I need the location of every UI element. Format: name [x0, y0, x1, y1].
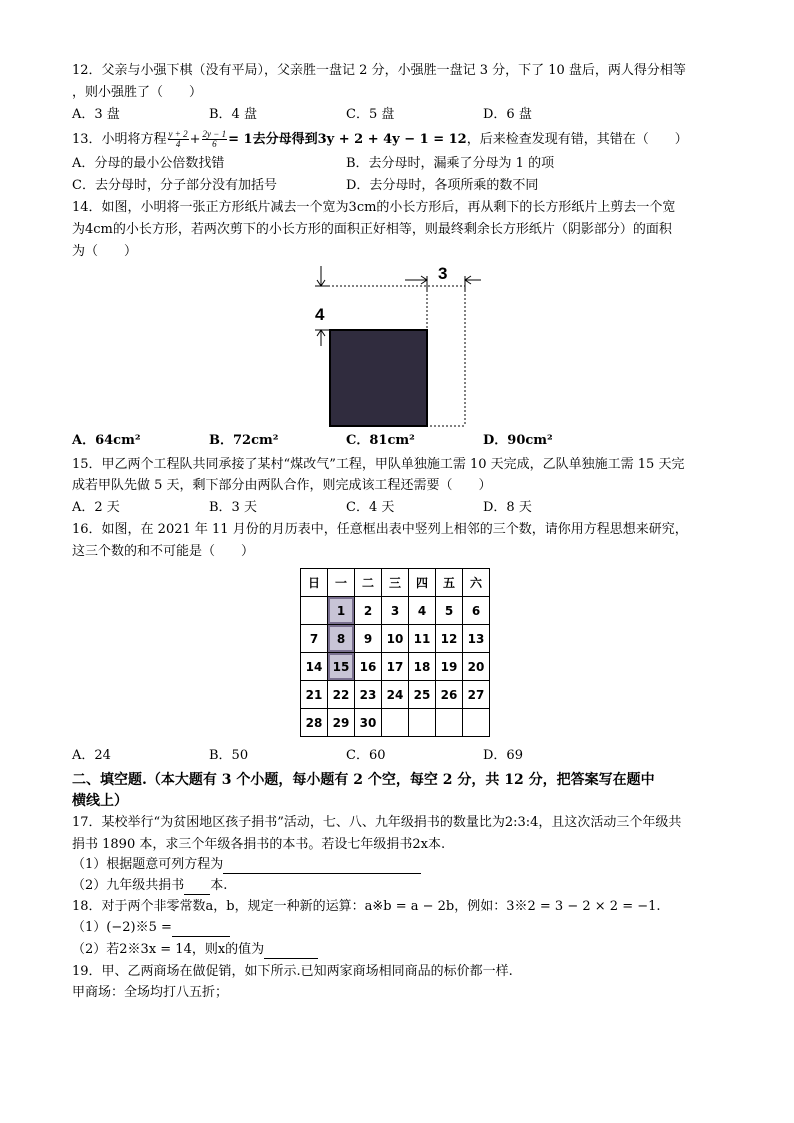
q17-sub2 [72, 877, 227, 895]
q17-answer-blank-2[interactable] [184, 881, 210, 895]
q15-text-line1: 15．甲乙两个工程队共同承接了某村“煤改气”工程，甲队单独施工需 10 天完成，乙队单独施工需 15 天完 [72, 457, 685, 472]
calendar-header-cell: 日 [301, 569, 328, 597]
q12-text-line2: ，则小强胜了（ ） [72, 85, 203, 100]
q13-frac2-denominator: 6 [212, 139, 217, 149]
q16-option-a: A．24 [72, 748, 111, 763]
calendar-cell [382, 709, 409, 737]
calendar-cell: 10 [382, 625, 409, 653]
calendar-cell: 25 [409, 681, 436, 709]
q13-frac2-numerator: 2y − 1 [202, 129, 227, 139]
q14-text-line1: 14．如图，小明将一张正方形纸片减去一个宽为3cm的小长方形后，再从剩下的长方形纸片上剪去一个宽 [72, 200, 676, 215]
q12-option-d: D．6 盘 [483, 107, 532, 122]
q14-square-figure [305, 262, 495, 432]
q18-sub1-label: （1）(−2)※5 = [72, 920, 172, 935]
q12-text-line1: 12．父亲与小强下棋（没有平局），父亲胜一盘记 2 分，小强胜一盘记 3 分，下了 10 盘后，两人得分相等 [72, 63, 686, 78]
q18-answer-blank-1[interactable] [172, 923, 230, 937]
q13-option-a: A．分母的最小公倍数找错 [72, 156, 225, 171]
calendar-cell: 2 [355, 597, 382, 625]
calendar-cell: 13 [463, 625, 490, 653]
calendar-cell [436, 709, 463, 737]
calendar-row [301, 709, 490, 737]
q14-label-3: 3 [438, 264, 448, 283]
q17-sub1-label: （1）根据题意可列方程为 [72, 857, 224, 872]
q14-option-b: B．72cm² [209, 433, 279, 448]
q16-option-b: B．50 [209, 748, 249, 763]
calendar-cell [301, 597, 328, 625]
q17-sub1 [72, 856, 421, 874]
calendar-cell: 11 [409, 625, 436, 653]
q18-answer-blank-2[interactable] [264, 945, 318, 959]
calendar-cell: 17 [382, 653, 409, 681]
calendar-cell: 18 [409, 653, 436, 681]
q19-text-line1: 19．甲、乙两商场在做促销，如下所示.已知两家商场相同商品的标价都一样. [72, 964, 513, 979]
calendar-header-cell: 五 [436, 569, 463, 597]
calendar-cell: 19 [436, 653, 463, 681]
q14-label-4: 4 [315, 305, 325, 324]
calendar-cell: 7 [301, 625, 328, 653]
q15-option-d: D．8 天 [483, 500, 532, 515]
q17-sub2-label: （2）九年级共捐书 [72, 878, 185, 893]
q12-option-b: B．4 盘 [209, 107, 257, 122]
q18-sub1 [72, 919, 230, 937]
calendar-cell: 4 [409, 597, 436, 625]
q17-sub2-unit: 本. [210, 878, 228, 893]
q13-fraction-1 [168, 130, 189, 149]
q16-option-c: C．60 [346, 748, 386, 763]
calendar-cell: 30 [355, 709, 382, 737]
calendar-cell [409, 709, 436, 737]
q14-text-line2: 为4cm的小长方形，若两次剪下的小长方形的面积正好相等，则最终剩余长方形纸片（阴影部分）的面积 [72, 222, 672, 237]
calendar-cell: 23 [355, 681, 382, 709]
calendar-cell: 21 [301, 681, 328, 709]
calendar-cell: 22 [328, 681, 355, 709]
calendar-cell: 20 [463, 653, 490, 681]
calendar-cell: 26 [436, 681, 463, 709]
calendar-cell [463, 709, 490, 737]
q12-option-a: A．3 盘 [72, 107, 120, 122]
q16-option-d: D．69 [483, 748, 523, 763]
section2-heading-line1: 二、填空题.（本大题有 3 个小题，每小题有 2 个空，每空 2 分，共 12 分，把答案写在题中 [72, 772, 655, 788]
q13-option-c: C．去分母时，分子部分没有加括号 [72, 178, 277, 193]
calendar-cell: 27 [463, 681, 490, 709]
q15-text-line2: 成若甲队先做 5 天，剩下部分由两队合作，则完成该工程还需要（ ） [72, 478, 492, 493]
q17-text-line2: 捐书 1890 本，求三个年级各捐书的本书。若设七年级捐书2x本. [72, 837, 446, 852]
calendar-cell: 14 [301, 653, 328, 681]
calendar-cell: 3 [382, 597, 409, 625]
q13-frac1-denominator: 4 [175, 139, 181, 149]
q13-equation: = 1去分母得到3y + 2 + 4y − 1 = 12 [228, 132, 467, 147]
q13-plus: + [189, 132, 201, 147]
calendar-cell: 29 [328, 709, 355, 737]
q12-option-c: C．5 盘 [346, 107, 395, 122]
calendar-row [301, 653, 490, 681]
q14-option-d: D．90cm² [483, 433, 553, 448]
q17-answer-blank-1[interactable] [223, 860, 421, 874]
calendar-header-cell: 四 [409, 569, 436, 597]
calendar-header-cell: 一 [328, 569, 355, 597]
q17-text-line1: 17．某校举行“为贫困地区孩子捐书”活动，七、八、九年级捐书的数量比为2:3:4，且这次活动三个年级共 [72, 815, 682, 830]
q16-text-line2: 这三个数的和不可能是（ ） [72, 544, 255, 559]
calendar-cell-highlighted: 15 [328, 653, 355, 681]
section2-heading-line2: 横线上） [72, 793, 128, 809]
q14-option-c: C．81cm² [346, 433, 415, 448]
q16-text-line1: 16．如图，在 2021 年 11 月份的月历表中，任意框出表中竖列上相邻的三个数，请你用方程思想来研究， [72, 522, 688, 537]
q14-option-a: A．64cm² [72, 433, 141, 448]
q13-fraction-2 [202, 130, 228, 149]
calendar-row [301, 597, 490, 625]
q19-text-line2: 甲商场：全场均打八五折； [72, 985, 229, 1000]
calendar-cell: 28 [301, 709, 328, 737]
calendar-cell: 16 [355, 653, 382, 681]
q13-frac1-numerator: y + 2 [168, 129, 188, 139]
q18-text-line1: 18．对于两个非零常数a，b，规定一种新的运算：a※b = a − 2b，例如：3※2 = 3 − 2 × 2 = −1. [72, 899, 661, 914]
q13-prefix: 13．小明将方程 [72, 132, 167, 147]
calendar-cell: 5 [436, 597, 463, 625]
calendar-cell: 24 [382, 681, 409, 709]
q18-sub2 [72, 941, 318, 959]
calendar-header-cell: 六 [463, 569, 490, 597]
q18-sub2-label: （2）若2※3x = 14，则x的值为 [72, 942, 265, 957]
q14-text-line3: 为（ ） [72, 244, 138, 259]
q16-calendar-table [300, 568, 490, 737]
q15-option-c: C．4 天 [346, 500, 395, 515]
calendar-row [301, 681, 490, 709]
calendar-header-cell: 三 [382, 569, 409, 597]
q13-option-d: D．去分母时，各项所乘的数不同 [346, 178, 539, 193]
calendar-row [301, 625, 490, 653]
q15-option-b: B．3 天 [209, 500, 257, 515]
calendar-cell-highlighted: 8 [328, 625, 355, 653]
calendar-cell: 12 [436, 625, 463, 653]
calendar-cell: 9 [355, 625, 382, 653]
q13-option-b: B．去分母时，漏乘了分母为 1 的项 [346, 156, 555, 171]
calendar-cell: 6 [463, 597, 490, 625]
q15-option-a: A．2 天 [72, 500, 120, 515]
calendar-header-cell: 二 [355, 569, 382, 597]
q14-shaded-rectangle [330, 330, 427, 426]
q13-stem [72, 130, 688, 149]
calendar-header-row [301, 569, 490, 597]
calendar-cell-highlighted: 1 [328, 597, 355, 625]
q13-suffix: ，后来检查发现有错，其错在（ ） [466, 132, 688, 147]
